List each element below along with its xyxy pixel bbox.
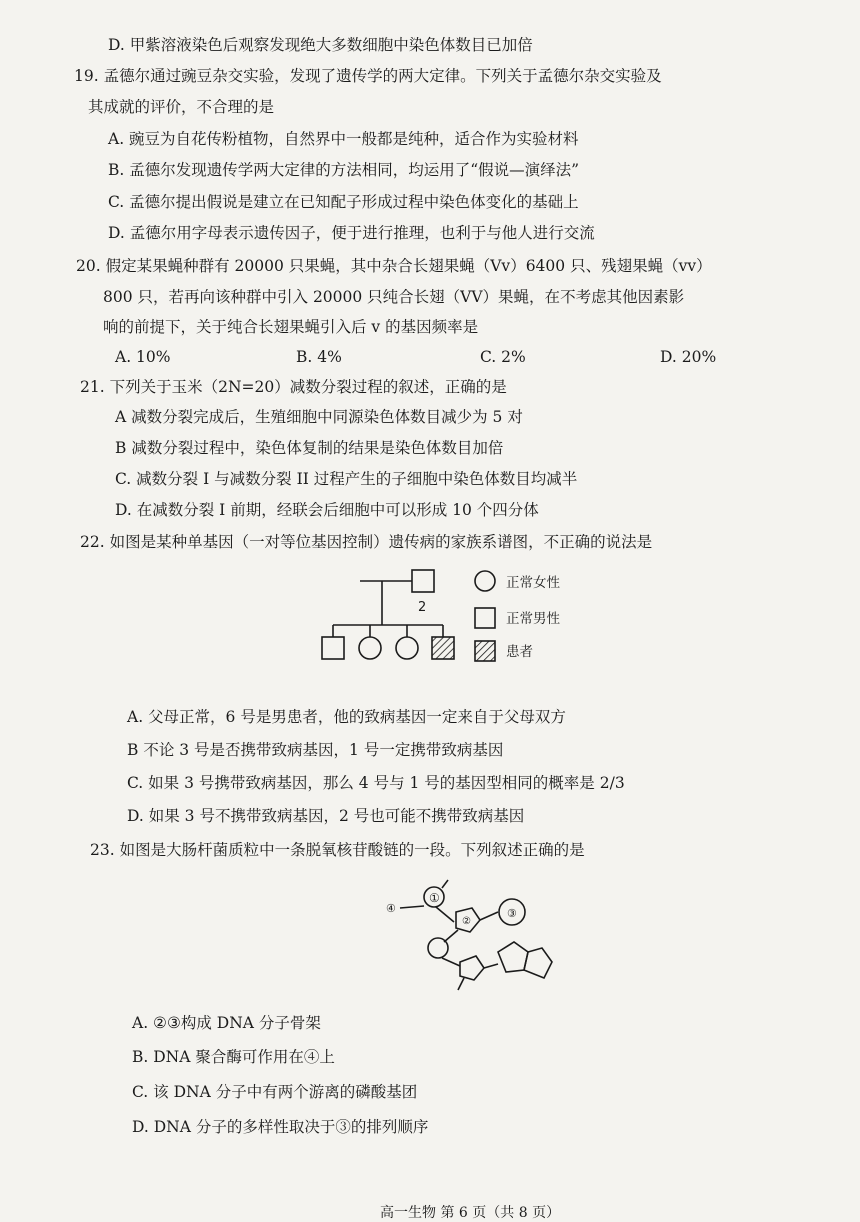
legend-female-label: 正常女性 xyxy=(506,575,560,591)
q20-option-a: A. 10% xyxy=(115,348,171,366)
legend-square-icon xyxy=(475,608,495,628)
pedigree-number-2: 2 xyxy=(418,600,427,615)
q23-option-c: C. 该 DNA 分子中有两个游离的磷酸基团 xyxy=(132,1083,418,1101)
q20-option-d: D. 20% xyxy=(660,348,717,366)
q22-stem: 22. 如图是某种单基因（一对等位基因控制）遗传病的家族系谱图，不正确的说法是 xyxy=(80,533,653,551)
q20-option-b: B. 4% xyxy=(296,348,342,366)
q22-option-a: A. 父母正常，6 号是男患者，他的致病基因一定来自于父母双方 xyxy=(127,708,566,726)
base-purine-ring-a xyxy=(498,942,528,972)
legend-circle-icon xyxy=(475,571,495,591)
label-1: ① xyxy=(429,891,440,905)
child-son-affected xyxy=(432,637,454,659)
q20-stem-line2: 800 只，若再向该种群中引入 20000 只纯合长翅（VV）果蝇，在不考虑其他因素影 xyxy=(103,288,685,306)
q20-option-c: C. 2% xyxy=(480,348,526,366)
legend-male-label: 正常男性 xyxy=(506,611,560,627)
legend-patient-label: 患者 xyxy=(506,644,533,660)
phosphate-circle-2 xyxy=(428,938,448,958)
base-purine-ring-b xyxy=(524,948,552,978)
q18-option-d: D. 甲紫溶液染色后观察发现绝大多数细胞中染色体数目已加倍 xyxy=(108,36,533,54)
q21-option-b: B 减数分裂过程中，染色体复制的结果是染色体数目加倍 xyxy=(115,439,504,457)
q22-option-b: B 不论 3 号是否携带致病基因，1 号一定携带致病基因 xyxy=(127,741,504,759)
q19-stem-line2: 其成就的评价，不合理的是 xyxy=(88,98,275,116)
q19-option-c: C. 孟德尔提出假说是建立在已知配子形成过程中染色体变化的基础上 xyxy=(108,193,579,211)
legend-hatched-icon xyxy=(475,641,495,661)
q19-option-b: B. 孟德尔发现遗传学两大定律的方法相同，均运用了“假说—演绎法” xyxy=(108,161,580,179)
q23-option-d: D. DNA 分子的多样性取决于③的排列顺序 xyxy=(132,1118,429,1136)
father-square xyxy=(412,570,434,592)
q23-stem: 23. 如图是大肠杆菌质粒中一条脱氧核苷酸链的一段。下列叙述正确的是 xyxy=(90,841,585,859)
child-son-normal xyxy=(322,637,344,659)
label-2: ② xyxy=(462,916,471,927)
q22-option-d: D. 如果 3 号不携带致病基因，2 号也可能不携带致病基因 xyxy=(127,807,525,825)
q19-option-a: A. 豌豆为自花传粉植物，自然界中一般都是纯种，适合作为实验材料 xyxy=(108,130,579,148)
page-footer: 高一生物 第 6 页（共 8 页） xyxy=(380,1205,561,1221)
q20-stem-line3: 响的前提下，关于纯合长翅果蝇引入后 v 的基因频率是 xyxy=(103,318,479,336)
q20-stem-line1: 20. 假定某果蝇种群有 20000 只果蝇，其中杂合长翅果蝇（Vv）6400 只、残翅果蝇（vv） xyxy=(76,257,712,275)
child-daughter-normal-2 xyxy=(396,637,418,659)
dna-strand-diagram xyxy=(380,870,570,1000)
q22-option-c: C. 如果 3 号携带致病基因，那么 4 号与 1 号的基因型相同的概率是 2/3 xyxy=(127,774,625,792)
label-4: ④ xyxy=(386,902,396,915)
q21-stem: 21. 下列关于玉米（2N=20）减数分裂过程的叙述，正确的是 xyxy=(80,378,507,396)
deoxyribose-pentagon-2 xyxy=(460,956,484,980)
pedigree-diagram xyxy=(310,565,610,675)
q19-option-d: D. 孟德尔用字母表示遗传因子，便于进行推理，也利于与他人进行交流 xyxy=(108,224,595,242)
q23-option-b: B. DNA 聚合酶可作用在④上 xyxy=(132,1048,335,1066)
q21-option-c: C. 减数分裂 I 与减数分裂 II 过程产生的子细胞中染色体数目均减半 xyxy=(115,470,578,488)
label-3: ③ xyxy=(507,907,517,920)
q23-option-a: A. ②③构成 DNA 分子骨架 xyxy=(132,1014,321,1032)
child-daughter-normal-1 xyxy=(359,637,381,659)
q19-stem-line1: 19. 孟德尔通过豌豆杂交实验，发现了遗传学的两大定律。下列关于孟德尔杂交实验及 xyxy=(74,67,662,85)
q21-option-a: A 减数分裂完成后，生殖细胞中同源染色体数目减少为 5 对 xyxy=(115,408,523,426)
q21-option-d: D. 在减数分裂 I 前期，经联会后细胞中可以形成 10 个四分体 xyxy=(115,501,539,519)
